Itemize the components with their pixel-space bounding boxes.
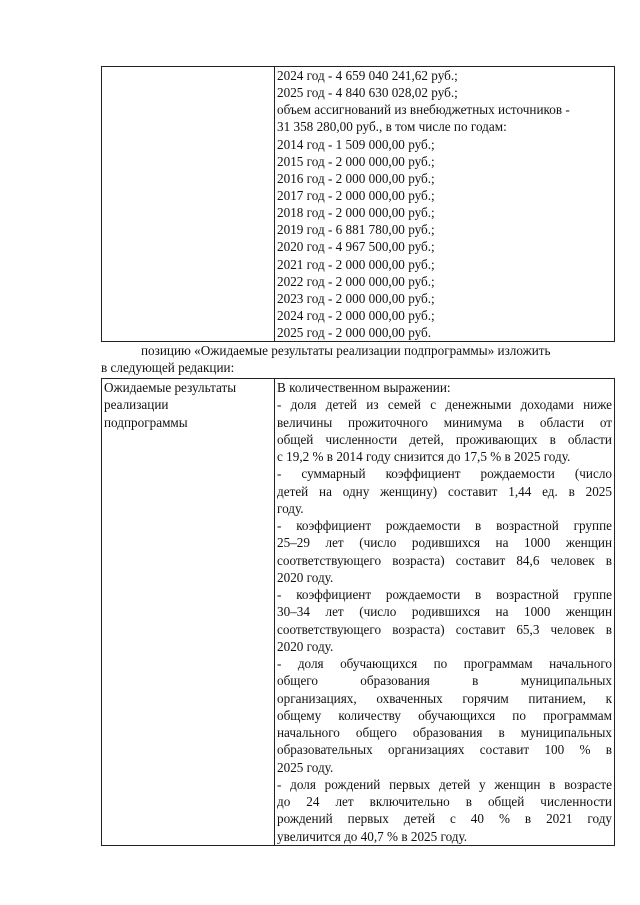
- results-line: общей численности детей, проживающих в области: [277, 431, 612, 447]
- results-line: году.: [277, 500, 304, 516]
- results-line: - доля детей из семей с денежными доходами ниже: [277, 397, 612, 413]
- financing-line: 2022 год - 2 000 000,00 руб.;: [277, 273, 435, 289]
- results-line: 2025 году.: [277, 759, 334, 775]
- results-line: - доля рождений первых детей у женщин в возрасте: [277, 776, 612, 792]
- results-label-line: Ожидаемые результаты: [104, 380, 237, 395]
- financing-line: 2017 год - 2 000 000,00 руб.;: [277, 187, 435, 203]
- results-line: 2020 году.: [277, 638, 334, 654]
- financing-line: 2020 год - 4 967 500,00 руб.;: [277, 239, 435, 255]
- results-line: общего образования в муниципальных: [277, 673, 612, 689]
- intro-paragraph: [101, 342, 615, 376]
- financing-line: 2024 год - 2 000 000,00 руб.;: [277, 307, 435, 323]
- intro-line: в следующей редакции:: [101, 360, 235, 375]
- results-label-cell: [102, 379, 275, 846]
- results-line: детей на одну женщину) составит 1,44 ед. в 2025: [277, 483, 612, 499]
- results-line: - коэффициент рождаемости в возрастной группе: [277, 587, 612, 602]
- results-line: увеличится до 40,7 % в 2025 году.: [277, 828, 468, 844]
- results-line: В количественном выражении:: [277, 380, 451, 395]
- financing-line: 2014 год - 1 509 000,00 руб.;: [277, 136, 435, 152]
- intro-line: позицию «Ожидаемые результаты реализации подпрограммы» изложить: [141, 343, 551, 358]
- results-values-cell: [275, 379, 615, 846]
- financing-table: [101, 66, 615, 342]
- financing-row: [102, 67, 615, 342]
- results-line: 25–29 лет (число родившихся на 1000 женщин: [277, 535, 612, 551]
- financing-line: 2018 год - 2 000 000,00 руб.;: [277, 205, 435, 221]
- financing-values-cell: [275, 67, 615, 342]
- financing-label-cell: [102, 67, 275, 342]
- results-line: 30–34 лет (число родившихся на 1000 женщин: [277, 604, 612, 620]
- results-label-line: подпрограммы: [104, 414, 188, 430]
- results-line: начального общего образования в муниципальных: [277, 725, 612, 740]
- financing-line: 2023 год - 2 000 000,00 руб.;: [277, 290, 435, 306]
- results-line: 2020 году.: [277, 569, 334, 585]
- results-line: рождений первых детей с 40 % в 2021 году: [277, 811, 612, 827]
- results-line: - доля обучающихся по программам начального: [277, 656, 612, 671]
- results-line: соответствующего возраста) составит 84,6 человек в: [277, 552, 612, 568]
- results-label-line: реализации: [104, 397, 169, 413]
- results-row: [102, 379, 615, 846]
- financing-line: объем ассигнований из внебюджетных источников -: [277, 102, 570, 118]
- results-line: соответствующего возраста) составит 65,3 человек в: [277, 621, 612, 637]
- results-line: образовательных организациях составит 100 % в: [277, 742, 612, 758]
- financing-line: 31 358 280,00 руб., в том числе по годам:: [277, 119, 507, 135]
- financing-line: 2025 год - 4 840 630 028,02 руб.;: [277, 85, 458, 101]
- financing-line: 2021 год - 2 000 000,00 руб.;: [277, 256, 435, 272]
- financing-line: 2024 год - 4 659 040 241,62 руб.;: [277, 68, 458, 83]
- results-line: величины прожиточного минимума в области от: [277, 414, 612, 430]
- results-line: общему количеству обучающихся по программам: [277, 707, 612, 723]
- financing-line: 2025 год - 2 000 000,00 руб.: [277, 325, 432, 341]
- financing-line: 2015 год - 2 000 000,00 руб.;: [277, 153, 435, 169]
- results-line: - суммарный коэффициент рождаемости (число: [277, 466, 612, 482]
- results-line: - коэффициент рождаемости в возрастной группе: [277, 518, 612, 533]
- results-line: организациях, охваченных горячим питанием, к: [277, 690, 612, 706]
- financing-line: 2019 год - 6 881 780,00 руб.;: [277, 222, 435, 238]
- results-line: с 19,2 % в 2014 году снизится до 17,5 % в 2025 году.: [277, 449, 571, 464]
- results-line: до 24 лет включительно в общей численности: [277, 794, 612, 809]
- results-table: [101, 378, 615, 846]
- financing-line: 2016 год - 2 000 000,00 руб.;: [277, 170, 435, 186]
